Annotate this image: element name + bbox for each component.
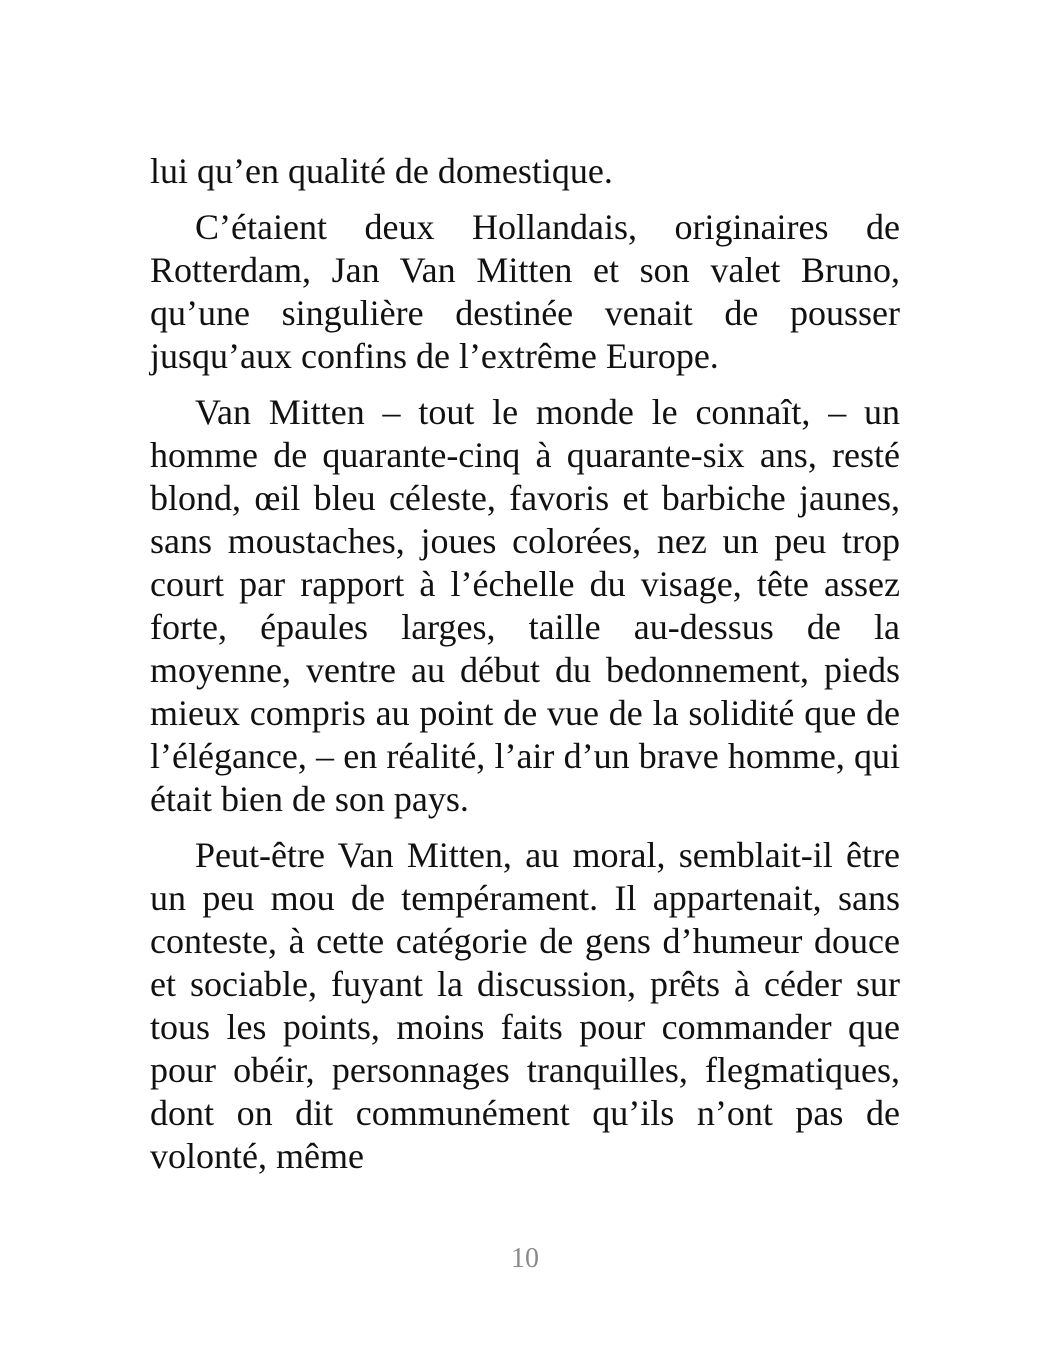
paragraph: C’étaient deux Hollandais, originaires de Rotterdam, Jan Van Mitten et son valet Bruno, qu’une singulière destinée venait de pousser jusqu’aux confins de l’extrême Europe. xyxy=(150,207,900,376)
paragraph: Peut-être Van Mitten, au moral, semblait-il être un peu mou de tempérament. Il appartenait, sans conteste, à cette catégorie de gens d’humeur douce et sociable, fuyant la discussion, prêts à céder sur tous les points, moins faits pour commander que pour obéir, personnages tranquilles, flegmatiques, dont on dit communément qu’ils n’ont pas de volonté, même xyxy=(150,835,900,1176)
page-body xyxy=(150,150,900,1178)
paragraph: Van Mitten – tout le monde le connaît, – un homme de quarante-cinq à quarante-six ans, resté blond, œil bleu céleste, favoris et barbiche jaunes, sans moustaches, joues colorées, nez un peu trop court par rapport à l’échelle du visage, tête assez forte, épaules larges, taille au-dessus de la moyenne, ventre au début du bedonnement, pieds mieux compris au point de vue de la solidité que de l’élégance, – en réalité, l’air d’un brave homme, qui était bien de son pays. xyxy=(150,392,900,819)
page-number: 10 xyxy=(511,1243,539,1274)
paragraph-continuation: lui qu’en qualité de domestique. xyxy=(150,151,613,191)
